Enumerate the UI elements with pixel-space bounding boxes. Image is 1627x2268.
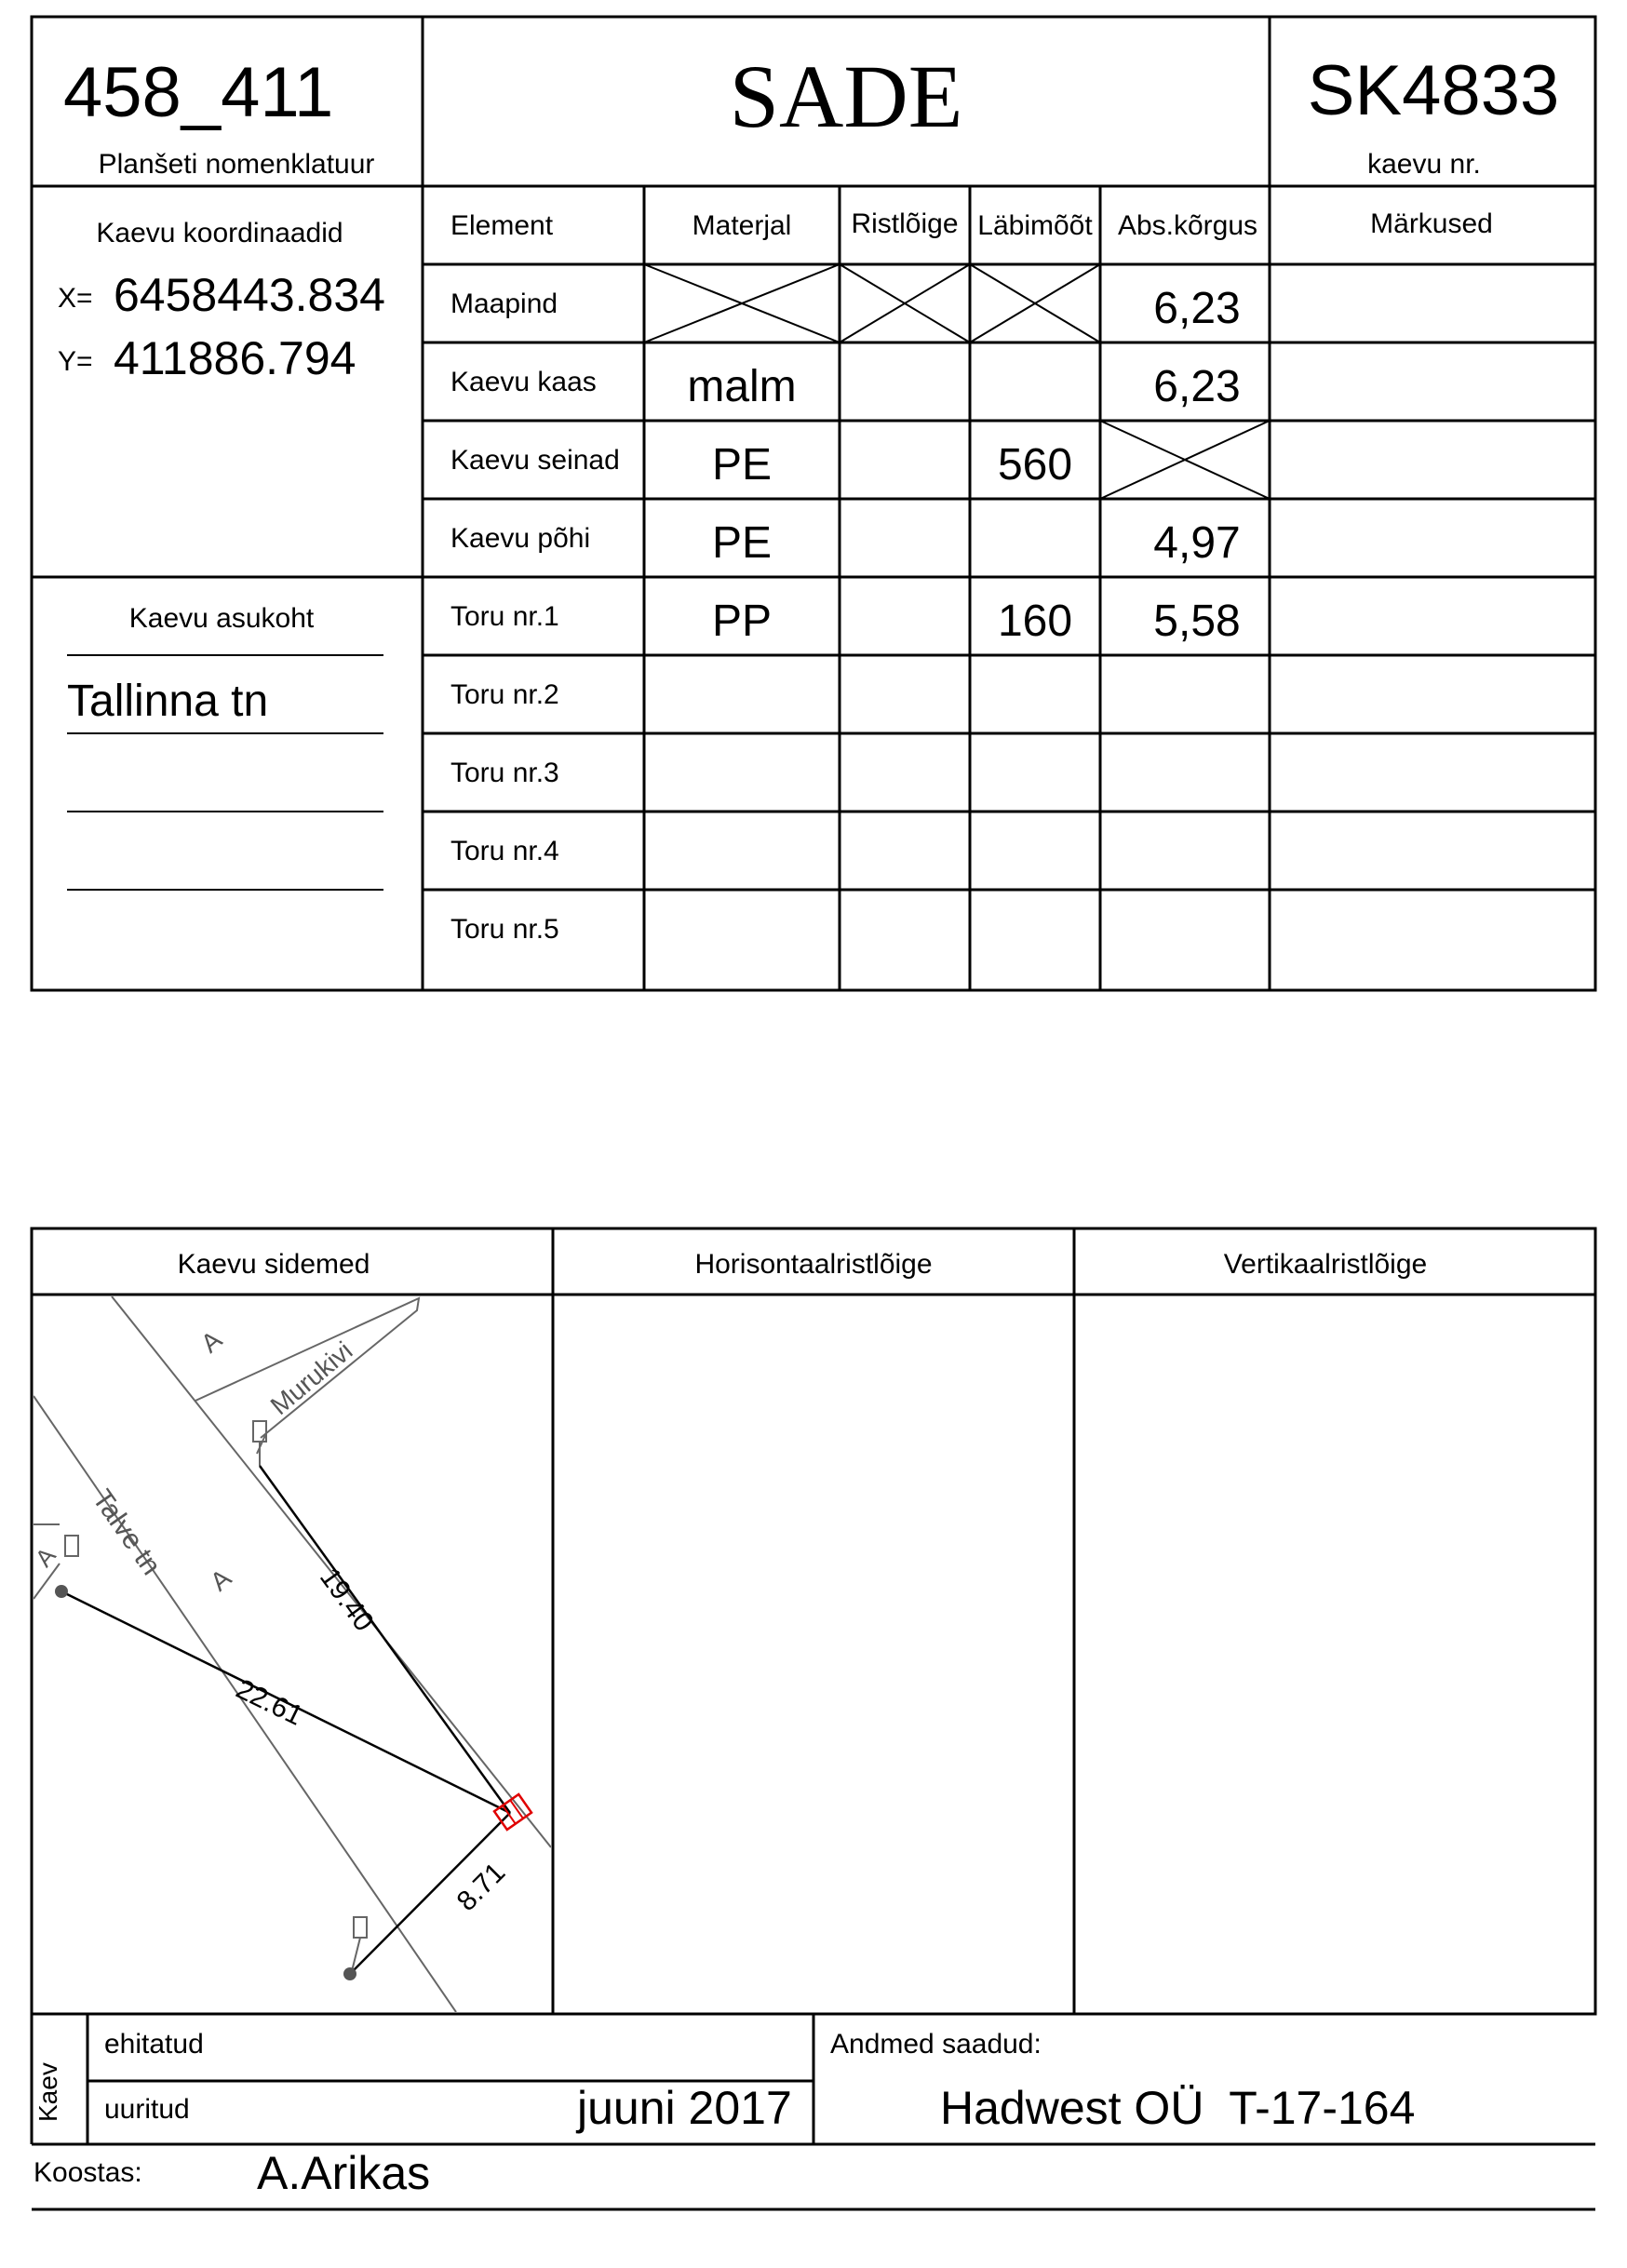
row-element: Toru nr.2 — [450, 679, 559, 710]
row-material: PP — [711, 597, 773, 646]
column-header: Läbimõõt — [977, 210, 1093, 241]
distance-label: 19.40 — [313, 1562, 380, 1637]
row-element: Kaevu põhi — [450, 523, 591, 554]
updated-value: juuni 2017 — [577, 2082, 792, 2134]
x-coordinate: 6458443.834 — [114, 269, 385, 321]
reference-point-icon — [343, 1967, 356, 1980]
column-header: Ristlõige — [851, 208, 959, 239]
row-material: PE — [711, 518, 773, 568]
panel-title-vertical: Vertikaalristlõige — [1223, 1249, 1428, 1280]
y-label: Y= — [58, 346, 93, 377]
panel-title-horizontal: Horisontaalristlõige — [694, 1249, 933, 1280]
author-label: Koostas: — [34, 2157, 142, 2188]
column-header: Abs.kõrgus — [1117, 210, 1258, 241]
sheet-caption: Planšeti nomenklatuur — [98, 149, 375, 180]
row-element: Toru nr.5 — [450, 914, 559, 945]
zone-label: A — [204, 1563, 237, 1597]
source-label: Andmed saadud: — [830, 2029, 1042, 2060]
location-heading: Kaevu asukoht — [128, 603, 315, 634]
row-element: Toru nr.1 — [450, 601, 559, 632]
hydrant-icon — [354, 1917, 367, 1938]
row-abs-height: 6,23 — [1153, 284, 1241, 333]
distance-label: 22.61 — [231, 1673, 308, 1732]
sheet-number: 458_411 — [63, 53, 334, 132]
sketch-frame-border — [29, 1228, 1595, 2014]
row-element: Toru nr.4 — [450, 836, 559, 866]
column-header: Märkused — [1370, 208, 1493, 239]
distance-line — [260, 1466, 510, 1813]
source-value: Hadwest OÜ T-17-164 — [940, 2082, 1416, 2134]
row-abs-height: 6,23 — [1153, 362, 1241, 411]
column-header: Element — [450, 210, 554, 241]
row-element: Kaevu seinad — [450, 445, 620, 476]
street-label: Talve tn — [86, 1483, 167, 1581]
y-coordinate: 411886.794 — [114, 332, 356, 384]
row-element: Kaevu kaas — [450, 367, 597, 397]
row-element: Toru nr.3 — [450, 758, 559, 788]
hydrant-icon — [65, 1536, 78, 1556]
row-abs-height: 4,97 — [1153, 518, 1241, 568]
location-line: Tallinna tn — [67, 677, 269, 726]
row-diameter: 560 — [997, 440, 1073, 490]
x-label: X= — [58, 283, 93, 314]
reference-point-icon — [55, 1585, 68, 1598]
zone-label: A — [29, 1541, 61, 1573]
row-material: malm — [687, 362, 797, 411]
built-label: ehitatud — [104, 2029, 204, 2060]
distance-label: 8.71 — [450, 1857, 512, 1917]
page-title: SADE — [729, 47, 963, 146]
side-label: Kaev — [34, 2062, 62, 2122]
column-header: Materjal — [692, 210, 792, 241]
author-value: A.Arikas — [257, 2147, 431, 2199]
zone-label: A — [195, 1324, 228, 1359]
updated-label: uuritud — [104, 2094, 190, 2125]
well-number: SK4833 — [1307, 51, 1560, 130]
panel-title-connections: Kaevu sidemed — [177, 1249, 370, 1280]
coordinates-heading: Kaevu koordinaadid — [96, 218, 343, 248]
row-diameter: 160 — [997, 597, 1073, 646]
building-label: Murukivi — [264, 1335, 358, 1421]
row-abs-height: 5,58 — [1153, 597, 1241, 646]
row-material: PE — [711, 440, 773, 490]
well-caption: kaevu nr. — [1367, 149, 1481, 180]
row-element: Maapind — [450, 289, 558, 319]
